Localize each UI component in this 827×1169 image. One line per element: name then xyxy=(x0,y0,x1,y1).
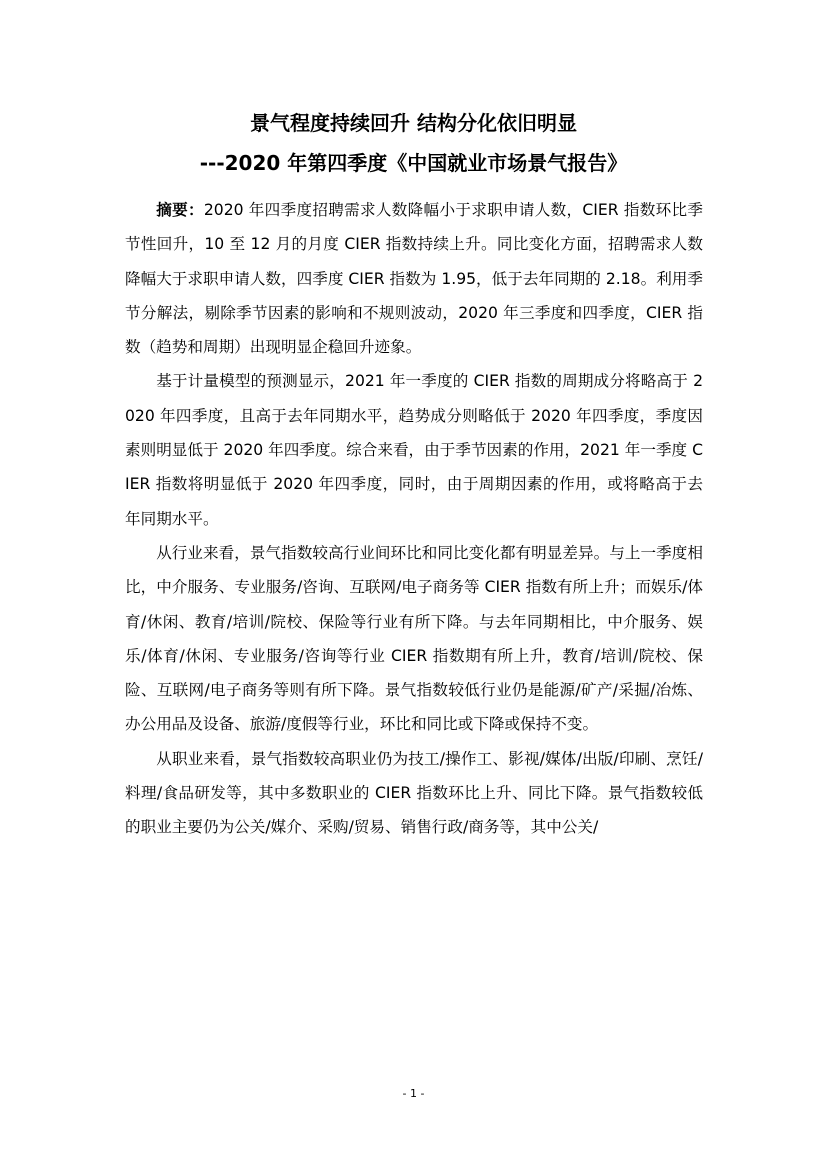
document-title: 景气程度持续回升 结构分化依旧明显 xyxy=(250,111,577,135)
paragraph-occupation: 从职业来看，景气指数较高职业仍为技工/操作工、影视/媒体/出版/印刷、烹饪/料理/食品研发等，其中多数职业的 CIER 指数环比上升、同比下降。景气指数较低的职业主要仍为公关/媒介、采购/贸易、销售行政/商务等，其中公关/ xyxy=(125,749,703,837)
paragraph-forecast: 基于计量模型的预测显示，2021 年一季度的 CIER 指数的周期成分将略高于 2020 年四季度，且高于去年同期水平，趋势成分则略低于 2020 年四季度，季度因素则明显低于 2020 年四季度。综合来看，由于季节因素的作用，2021 年一季度 CIER 指数将明显低于 2020 年四季度，同时，由于周期因素的作用，或将略高于去年同期水平。 xyxy=(125,372,703,528)
page-number: - 1 - xyxy=(402,1087,425,1100)
abstract-text: 2020 年四季度招聘需求人数降幅小于求职申请人数，CIER 指数环比季节性回升，10 至 12 月的月度 CIER 指数持续上升。同比变化方面，招聘需求人数降幅大于求职申请人数，四季度 CIER 指数为 1.95，低于去年同期的 2.18。利用季节分解法，剔除季节因素的影响和不规则波动，2020 年三季度和四季度，CIER 指数（趋势和周期）出现明显企稳回升迹象。 xyxy=(125,201,703,357)
document-subtitle: ---2020 年第四季度《中国就业市场景气报告》 xyxy=(199,151,628,175)
document-body xyxy=(125,193,703,845)
paragraph-industry: 从行业来看，景气指数较高行业间环比和同比变化都有明显差异。与上一季度相比，中介服务、专业服务/咨询、互联网/电子商务等 CIER 指数有所上升；而娱乐/体育/休闲、教育/培训/院校、保险等行业有所下降。与去年同期相比，中介服务、娱乐/体育/休闲、专业服务/咨询等行业 CIER 指数期有所上升，教育/培训/院校、保险、互联网/电子商务等则有所下降。景气指数较低行业仍是能源/矿产/采掘/冶炼、办公用品及设备、旅游/度假等行业，环比和同比或下降或保持不变。 xyxy=(125,543,703,734)
abstract-paragraph xyxy=(125,193,703,364)
abstract-label: 摘要： xyxy=(156,201,204,219)
